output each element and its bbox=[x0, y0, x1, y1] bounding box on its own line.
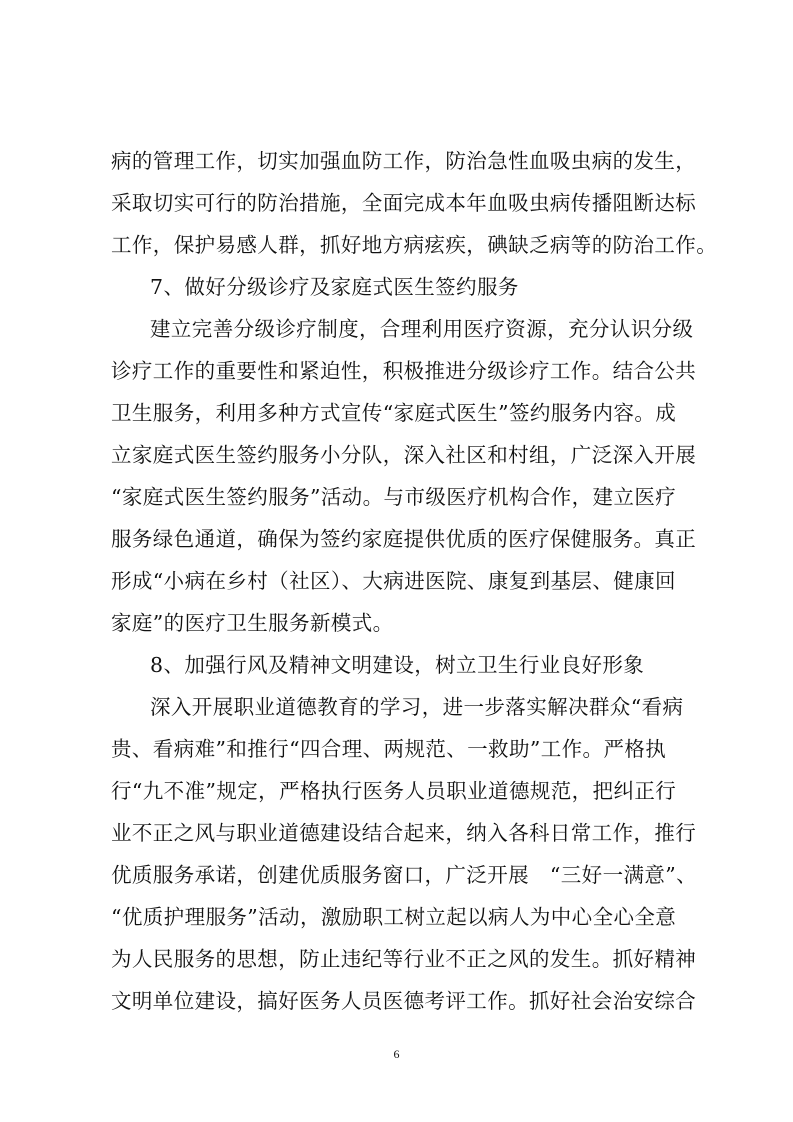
body-text-line: 病的管理工作，切实加强血防工作，防治急性血吸虫病的发生， bbox=[111, 149, 697, 173]
body-text-line: 卫生服务，利用多种方式宣传“家庭式医生”签约服务内容。成 bbox=[111, 401, 677, 425]
body-text-line: “优质护理服务”活动，激励职工树立起以病人为中心全心全意 bbox=[111, 905, 677, 929]
body-text-line: 工作，保护易感人群，抓好地方病痃疾，碘缺乏病等的防治工作。 bbox=[111, 233, 718, 257]
body-text-line: 家庭”的医疗卫生服务新模式。 bbox=[111, 611, 394, 635]
section-heading: 7、做好分级诊疗及家庭式医生签约服务 bbox=[150, 275, 519, 299]
body-text-line: 行“九不准”规定，严格执行医务人员职业道德规范，把纠正行 bbox=[111, 779, 677, 803]
body-text-line: 服务绿色通道，确保为签约家庭提供优质的医疗保健服务。真正 bbox=[111, 527, 697, 551]
body-text-line: “家庭式医生签约服务”活动。与市级医疗机构合作，建立医疗 bbox=[111, 485, 677, 509]
body-text-line: 采取切实可行的防治措施，全面完成本年血吸虫病传播阻断达标 bbox=[111, 191, 697, 215]
body-text-line: 业不正之风与职业道德建设结合起来，纳入各科日常工作，推行 bbox=[111, 821, 697, 845]
body-text-line: 立家庭式医生签约服务小分队，深入社区和村组，广泛深入开展 bbox=[111, 443, 697, 467]
body-text-line: 文明单位建设，搞好医务人员医德考评工作。抓好社会治安综合 bbox=[111, 989, 697, 1013]
body-text-line: 为人民服务的思想，防止违纪等行业不正之风的发生。抓好精神 bbox=[111, 947, 697, 971]
page-number: 6 bbox=[393, 1047, 400, 1061]
body-text-line: 贵、看病难”和推行“四合理、两规范、一救助”工作。严格执 bbox=[111, 737, 667, 761]
section-heading: 8、加强行风及精神文明建设，树立卫生行业良好形象 bbox=[150, 653, 645, 677]
body-text-line: 形成“小病在乡村（社区）、大病进医院、康复到基层、健康回 bbox=[111, 569, 676, 593]
body-text-line: 深入开展职业道德教育的学习，进一步落实解决群众“看病 bbox=[150, 695, 684, 719]
body-text-line: 优质服务承诺，创建优质服务窗口，广泛开展 “三好一满意”、 bbox=[111, 863, 698, 887]
body-text-line: 建立完善分级诊疗制度，合理利用医疗资源，充分认识分级 bbox=[150, 317, 694, 341]
body-text-line: 诊疗工作的重要性和紧迫性，积极推进分级诊疗工作。结合公共 bbox=[111, 359, 697, 383]
